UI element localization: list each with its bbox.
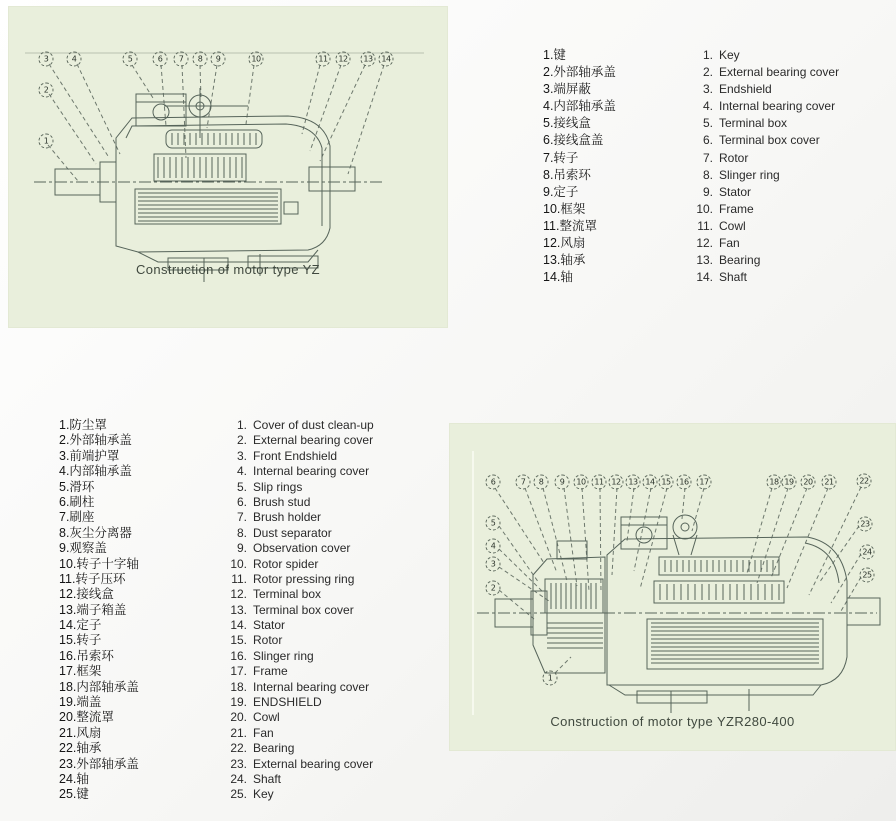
callout-21: 21 xyxy=(822,475,837,490)
part-num: 2. xyxy=(236,433,247,448)
callout-18: 18 xyxy=(767,475,782,490)
part-zh: 15.转子 xyxy=(59,633,102,648)
part-zh: 20.整流罩 xyxy=(59,710,114,725)
parts-row xyxy=(59,692,374,710)
callout-1: 1 xyxy=(39,134,54,149)
parts-row xyxy=(59,415,374,430)
part-en: Rotor xyxy=(253,633,283,648)
parts-row xyxy=(59,723,374,738)
callout-8: 8 xyxy=(534,475,549,490)
diagram-caption-yz: Construction of motor type YZ xyxy=(135,262,321,277)
part-zh: 3.前端护罩 xyxy=(59,448,120,463)
part-en: Dust separator xyxy=(253,525,332,540)
part-en: Brush stud xyxy=(253,494,311,509)
parts-row xyxy=(543,62,839,79)
parts-row xyxy=(543,45,839,62)
parts-list-yzr xyxy=(59,415,374,800)
parts-row xyxy=(59,784,374,802)
part-en: Internal bearing cover xyxy=(253,679,370,694)
part-num: 1. xyxy=(236,418,247,432)
parts-row xyxy=(59,430,374,448)
part-num: 8. xyxy=(236,525,247,540)
parts-row xyxy=(59,600,374,615)
part-zh: 21.风扇 xyxy=(59,725,102,740)
motor-diagram-yzr xyxy=(449,423,896,751)
part-zh: 7.转子 xyxy=(543,150,579,165)
part-en: Slinger ring xyxy=(719,167,780,182)
part-num: 24. xyxy=(230,771,247,786)
part-en: Stator xyxy=(719,184,752,199)
part-zh: 10.框架 xyxy=(543,201,586,216)
part-zh: 8.吊索环 xyxy=(543,167,591,182)
callout-17: 17 xyxy=(697,475,712,490)
callout-11: 11 xyxy=(592,475,607,490)
callout-7: 7 xyxy=(174,52,189,67)
parts-row xyxy=(59,707,374,725)
callout-3: 3 xyxy=(486,557,501,572)
part-num: 4. xyxy=(702,99,713,114)
callout-13: 13 xyxy=(626,475,641,490)
part-zh: 13.端子箱盖 xyxy=(59,602,127,617)
part-zh: 13.轴承 xyxy=(543,253,586,268)
part-num: 10. xyxy=(696,201,713,216)
parts-row xyxy=(59,661,374,679)
part-zh: 8.灰尘分离器 xyxy=(59,525,132,540)
parts-row xyxy=(59,538,374,556)
part-en: Front Endshield xyxy=(253,448,338,463)
callout-12: 12 xyxy=(336,52,351,67)
part-en: Stator xyxy=(253,618,286,633)
callout-14: 14 xyxy=(379,52,394,67)
part-num: 19. xyxy=(230,695,247,710)
part-en: Shaft xyxy=(253,771,282,786)
part-num: 5. xyxy=(236,479,247,494)
part-en: Key xyxy=(719,48,740,62)
part-zh: 7.刷座 xyxy=(59,510,95,525)
callout-22: 22 xyxy=(857,474,872,489)
part-en: Terminal box xyxy=(253,587,322,602)
callout-25: 25 xyxy=(860,568,875,583)
part-en: Cowl xyxy=(253,710,280,725)
parts-row xyxy=(59,630,374,648)
callout-19: 19 xyxy=(782,475,797,490)
part-zh: 11.转子压环 xyxy=(59,571,126,586)
part-en: Observation cover xyxy=(253,541,351,556)
parts-row xyxy=(59,569,374,584)
part-num: 13. xyxy=(696,253,713,268)
parts-row xyxy=(543,96,839,113)
part-num: 18. xyxy=(230,679,247,694)
part-num: 10. xyxy=(230,556,247,571)
parts-row xyxy=(59,492,374,507)
parts-row xyxy=(59,769,374,784)
part-en: Rotor pressing ring xyxy=(253,571,355,586)
part-num: 1. xyxy=(702,48,713,62)
part-zh: 23.外部轴承盖 xyxy=(59,756,139,771)
callout-10: 10 xyxy=(574,475,589,490)
part-num: 23. xyxy=(230,756,247,771)
part-zh: 1.键 xyxy=(543,48,566,62)
parts-row xyxy=(59,677,374,692)
part-zh: 4.内部轴承盖 xyxy=(59,464,132,479)
part-num: 14. xyxy=(230,618,247,633)
part-en: Terminal box cover xyxy=(719,133,820,148)
part-num: 11. xyxy=(231,571,247,586)
part-en: Fan xyxy=(253,725,274,740)
callout-13: 13 xyxy=(361,52,376,67)
part-zh: 2.外部轴承盖 xyxy=(543,65,616,80)
callout-7: 7 xyxy=(516,475,531,490)
part-zh: 12.接线盒 xyxy=(59,587,114,602)
part-en: Cowl xyxy=(719,218,746,233)
callout-9: 9 xyxy=(211,52,226,67)
part-zh: 16.吊索环 xyxy=(59,648,114,663)
part-en: Rotor spider xyxy=(253,556,319,571)
callout-6: 6 xyxy=(486,475,501,490)
diagram-panel-yz xyxy=(8,6,448,328)
parts-row xyxy=(59,554,374,569)
parts-row xyxy=(543,267,839,284)
part-en: Frame xyxy=(253,664,288,679)
part-num: 4. xyxy=(236,464,247,479)
part-zh: 12.风扇 xyxy=(543,236,586,251)
parts-row xyxy=(59,523,374,538)
part-en: Internal bearing cover xyxy=(253,464,370,479)
part-num: 7. xyxy=(236,510,247,525)
callout-3: 3 xyxy=(39,52,54,67)
part-en: Terminal box xyxy=(719,116,788,131)
part-en: ENDSHIELD xyxy=(253,695,322,710)
part-zh: 9.观察盖 xyxy=(59,541,107,556)
part-en: Brush holder xyxy=(253,510,322,525)
parts-row xyxy=(543,130,839,147)
callout-23: 23 xyxy=(858,517,873,532)
part-num: 3. xyxy=(236,448,247,463)
parts-row xyxy=(59,461,374,479)
part-zh: 11.整流罩 xyxy=(543,218,597,233)
parts-row xyxy=(543,199,839,216)
part-zh: 6.接线盒盖 xyxy=(543,133,604,148)
part-zh: 19.端盖 xyxy=(59,695,102,710)
part-num: 11. xyxy=(697,218,713,233)
callout-20: 20 xyxy=(801,475,816,490)
part-en: External bearing cover xyxy=(253,433,374,448)
parts-row xyxy=(543,165,839,182)
part-num: 9. xyxy=(236,541,247,556)
callout-2: 2 xyxy=(486,581,501,596)
part-num: 21. xyxy=(230,725,247,740)
parts-row xyxy=(59,477,374,492)
part-num: 6. xyxy=(236,494,247,509)
part-en: Bearing xyxy=(719,253,761,268)
part-en: Shaft xyxy=(719,270,748,285)
part-zh: 22.轴承 xyxy=(59,741,102,756)
callout-9: 9 xyxy=(555,475,570,490)
part-num: 17. xyxy=(230,664,247,679)
callout-10: 10 xyxy=(249,52,264,67)
parts-row xyxy=(59,446,374,461)
callout-12: 12 xyxy=(609,475,624,490)
part-zh: 10.转子十字轴 xyxy=(59,556,139,571)
callout-2: 2 xyxy=(39,83,54,98)
parts-row xyxy=(543,250,839,267)
part-num: 2. xyxy=(702,65,713,80)
callout-5: 5 xyxy=(123,52,138,67)
parts-row xyxy=(543,113,839,130)
diagram-panel-yzr xyxy=(449,423,896,751)
part-num: 3. xyxy=(702,82,713,97)
part-num: 9. xyxy=(702,184,713,199)
part-zh: 14.定子 xyxy=(59,618,102,633)
part-num: 12. xyxy=(230,587,247,602)
callout-4: 4 xyxy=(67,52,82,67)
callout-8: 8 xyxy=(193,52,208,67)
part-zh: 9.定子 xyxy=(543,184,579,199)
part-en: Slip rings xyxy=(253,479,303,494)
part-en: Slinger ring xyxy=(253,648,314,663)
callout-5: 5 xyxy=(486,516,501,531)
part-zh: 3.端屏蔽 xyxy=(543,82,591,97)
callout-11: 11 xyxy=(316,52,331,67)
part-num: 5. xyxy=(702,116,713,131)
parts-list-yz xyxy=(543,45,839,284)
callout-1: 1 xyxy=(543,671,558,686)
parts-row xyxy=(543,148,839,165)
part-num: 16. xyxy=(230,648,247,663)
part-zh: 4.内部轴承盖 xyxy=(543,99,616,114)
part-num: 15. xyxy=(230,633,247,648)
parts-row xyxy=(59,646,374,661)
part-zh: 5.滑环 xyxy=(59,479,95,494)
part-num: 22. xyxy=(230,741,247,756)
parts-row xyxy=(59,754,374,769)
part-zh: 17.框架 xyxy=(59,664,102,679)
part-en: Key xyxy=(253,787,274,802)
callout-6: 6 xyxy=(153,52,168,67)
part-en: External bearing cover xyxy=(719,65,840,80)
part-zh: 2.外部轴承盖 xyxy=(59,433,132,448)
part-zh: 25.键 xyxy=(59,787,89,802)
part-num: 8. xyxy=(702,167,713,182)
part-num: 25. xyxy=(230,787,247,802)
part-en: External bearing cover xyxy=(253,756,374,771)
parts-row xyxy=(59,507,374,525)
callout-15: 15 xyxy=(659,475,674,490)
part-en: Fan xyxy=(719,236,740,251)
part-en: Cover of dust clean-up xyxy=(253,418,374,432)
parts-row xyxy=(543,216,839,233)
parts-row xyxy=(59,615,374,633)
callout-16: 16 xyxy=(677,475,692,490)
callout-14: 14 xyxy=(643,475,658,490)
part-en: Rotor xyxy=(719,150,749,165)
callout-4: 4 xyxy=(486,539,501,554)
part-en: Internal bearing cover xyxy=(719,99,836,114)
parts-row xyxy=(543,182,839,199)
parts-row xyxy=(59,584,374,602)
part-zh: 6.刷柱 xyxy=(59,494,95,509)
part-num: 12. xyxy=(696,236,713,251)
parts-row xyxy=(59,738,374,756)
part-num: 7. xyxy=(702,150,713,165)
part-zh: 5.接线盒 xyxy=(543,116,591,131)
part-zh: 1.防尘罩 xyxy=(59,418,107,432)
part-zh: 14.轴 xyxy=(543,270,573,285)
part-num: 14. xyxy=(696,270,713,285)
callout-24: 24 xyxy=(860,545,875,560)
part-en: Bearing xyxy=(253,741,295,756)
part-num: 20. xyxy=(230,710,247,725)
part-zh: 24.轴 xyxy=(59,771,89,786)
part-en: Frame xyxy=(719,201,754,216)
parts-row xyxy=(543,79,839,96)
part-num: 13. xyxy=(230,602,247,617)
part-en: Endshield xyxy=(719,82,772,97)
part-zh: 18.内部轴承盖 xyxy=(59,679,139,694)
parts-row xyxy=(543,233,839,250)
part-en: Terminal box cover xyxy=(253,602,354,617)
diagram-caption-yzr: Construction of motor type YZR280-400 xyxy=(550,714,795,729)
part-num: 6. xyxy=(702,133,713,148)
